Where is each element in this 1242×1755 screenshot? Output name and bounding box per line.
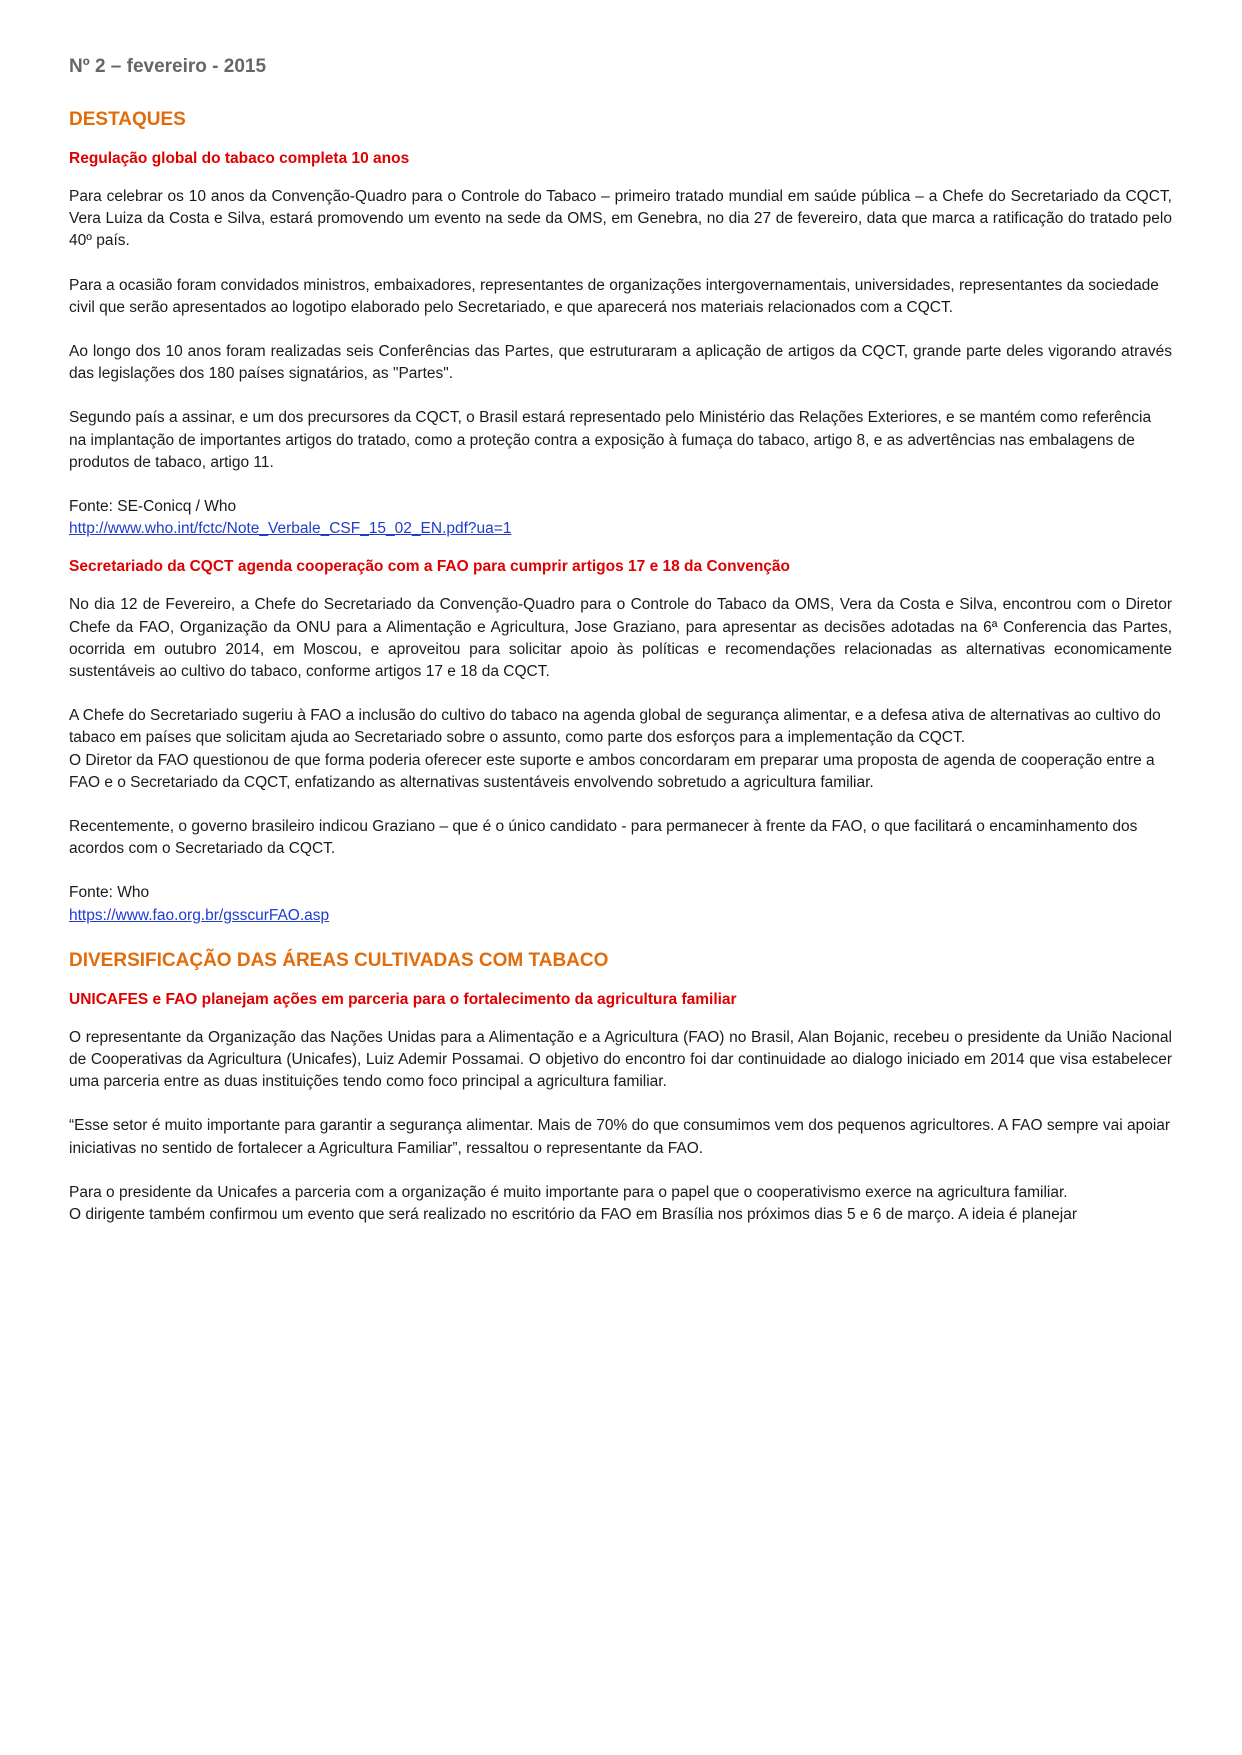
article-title: Regulação global do tabaco completa 10 anos xyxy=(69,150,410,167)
article-paragraph: “Esse setor é muito importante para garantir a segurança alimentar. Mais de 70% do que consumimos vem dos pequenos agricultores. A FAO sempre vai apoiar iniciativas no sentido de fortalecer a Agricultura Familiar”, ressaltou o representante da FAO. xyxy=(69,1117,1171,1157)
source-label: Fonte: Who xyxy=(69,884,150,902)
article-title: Secretariado da CQCT agenda cooperação com a FAO para cumprir artigos 17 e 18 da Convenção xyxy=(69,558,790,576)
section-title-destaques: DESTAQUES xyxy=(69,109,186,130)
article-title: UNICAFES e FAO planejam ações em parceria para o fortalecimento da agricultura familiar xyxy=(69,990,737,1008)
article-paragraph: A Chefe do Secretariado sugeriu à FAO a inclusão do cultivo do tabaco na agenda global de segurança alimentar, e a defesa ativa de alternativas ao cultivo do tabaco em países que solicitam ajuda ao Secretariado sobre o assunto, como parte dos esforços para a implementação da CQCT. xyxy=(69,707,1161,747)
article-paragraph: O representante da Organização das Nações Unidas para a Alimentação e a Agricultura (FAO) no Brasil, Alan Bojanic, recebeu o presidente da União Nacional de Cooperativas da Agricultura (Unicafes), Luiz Ademir Possamai. O objetivo do encontro foi dar continuidade ao dialogo iniciado em 2014 que visa estabelecer uma parceria entre as duas instituições tendo como foco principal a agricultura familiar. xyxy=(69,1028,1172,1091)
source-link[interactable]: http://www.who.int/fctc/Note_Verbale_CSF_15_02_EN.pdf?ua=1 xyxy=(69,520,512,538)
section-title-diversificacao: DIVERSIFICAÇÃO DAS ÁREAS CULTIVADAS COM TABACO xyxy=(69,949,609,971)
source-label: Fonte: SE-Conicq / Who xyxy=(69,498,237,516)
article-paragraph: Ao longo dos 10 anos foram realizadas seis Conferências das Partes, que estruturaram a aplicação de artigos da CQCT, grande parte deles vigorando através das legislações dos 180 países signatários, as "Partes". xyxy=(69,343,1172,383)
source-link[interactable]: https://www.fao.org.br/gsscurFAO.asp xyxy=(69,906,330,924)
article-paragraph: O dirigente também confirmou um evento que será realizado no escritório da FAO em Brasília nos próximos dias 5 e 6 de março. A ideia é planejar xyxy=(69,1206,1078,1224)
article-paragraph: No dia 12 de Fevereiro, a Chefe do Secretariado da Convenção-Quadro para o Controle do Tabaco da OMS, Vera da Costa e Silva, encontrou com o Diretor Chefe da FAO, Organização da ONU para a Alimentação e Agricultura, Jose Graziano, para apresentar as decisões adotadas na 6ª Conferencia das Partes, ocorrida em outubro 2014, em Moscou, e aproveitou para solicitar apoio às políticas e recomendações relacionadas as alternativas economicamente sustentáveis ao cultivo do tabaco, conforme artigos 17 e 18 da CQCT. xyxy=(69,596,1172,681)
article-paragraph: Para o presidente da Unicafes a parceria com a organização é muito importante para o papel que o cooperativismo exerce na agricultura familiar. xyxy=(69,1183,1068,1201)
article-paragraph: O Diretor da FAO questionou de que forma poderia oferecer este suporte e ambos concordaram em preparar uma proposta de agenda de cooperação entre a FAO e o Secretariado da CQCT, enfatizando as alternativas sustentáveis envolvendo sobretudo a agricultura familiar. xyxy=(69,751,1155,791)
issue-number: Nº 2 – fevereiro - 2015 xyxy=(69,56,267,77)
article-paragraph: Para a ocasião foram convidados ministros, embaixadores, representantes de organizações intergovernamentais, universidades, representantes da sociedade civil que serão apresentados ao logotipo elaborado pelo Secretariado, e que aparecerá nos materiais relacionados com a CQCT. xyxy=(69,276,1159,316)
article-paragraph: Recentemente, o governo brasileiro indicou Graziano – que é o único candidato - para permanecer à frente da FAO, o que facilitará o encaminhamento dos acordos com o Secretariado da CQCT. xyxy=(69,818,1138,858)
article-source xyxy=(69,882,1172,926)
article-paragraph: Segundo país a assinar, e um dos precursores da CQCT, o Brasil estará representado pelo Ministério das Relações Exteriores, e se mantém como referência na implantação de importantes artigos do tratado, como a proteção contra a exposição à fumaça do tabaco, artigo 8, e as advertências nas embalagens de produtos de tabaco, artigo 11. xyxy=(69,409,1152,471)
article-source xyxy=(69,496,1172,540)
article-paragraph: Para celebrar os 10 anos da Convenção-Quadro para o Controle do Tabaco – primeiro tratado mundial em saúde pública – a Chefe do Secretariado da CQCT, Vera Luiza da Costa e Silva, estará promovendo um evento na sede da OMS, em Genebra, no dia 27 de fevereiro, data que marca a ratificação do tratado pelo 40º país. xyxy=(69,188,1172,250)
